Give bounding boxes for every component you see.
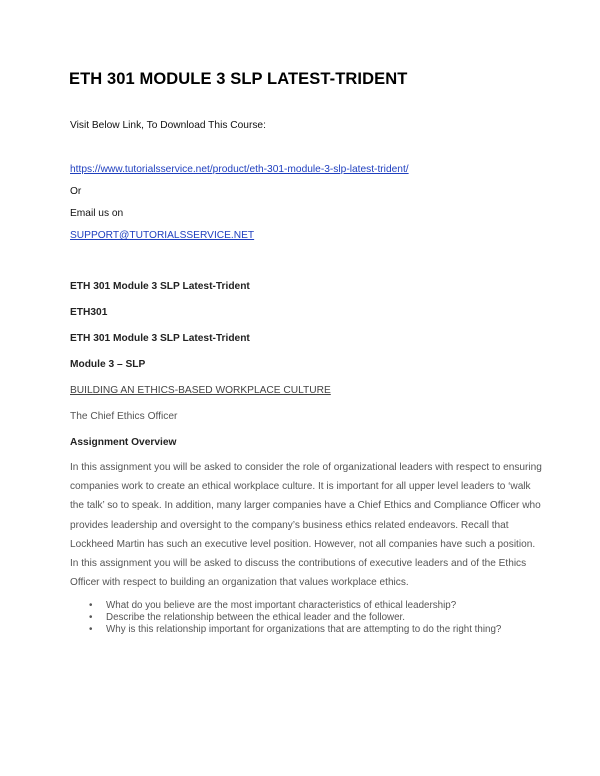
list-item <box>70 600 501 612</box>
overview-line: Officer with respect to building an organization that values workplace ethics. <box>70 577 409 589</box>
heading-course-title-repeat: ETH 301 Module 3 SLP Latest-Trident <box>70 333 250 344</box>
overview-paragraph <box>70 458 540 592</box>
list-item-text: Why is this relationship important for organizations that are attempting to do the right thing? <box>106 624 502 635</box>
overview-heading: Assignment Overview <box>70 437 177 448</box>
document-title: ETH 301 MODULE 3 SLP LATEST-TRIDENT <box>69 70 408 88</box>
list-item-text: Describe the relationship between the ethical leader and the follower. <box>106 612 405 623</box>
bullet-icon: • <box>89 612 93 623</box>
visit-text: Visit Below Link, To Download This Course: <box>70 120 266 131</box>
list-item <box>70 612 501 624</box>
overview-line: In this assignment you will be asked to consider the role of organizational leaders with respect to ensuring <box>70 462 542 473</box>
bullet-icon: • <box>89 624 93 635</box>
email-text: Email us on <box>70 208 124 219</box>
overview-line: In this assignment you will be asked to discuss the contributions of executive leaders and of the Ethics <box>70 558 527 570</box>
question-list <box>70 600 501 636</box>
list-item-text: What do you believe are the most important characteristics of ethical leadership? <box>106 600 457 611</box>
section-link[interactable]: BUILDING AN ETHICS-BASED WORKPLACE CULTURE <box>70 385 331 396</box>
overview-line: Lockheed Martin has such an executive level position. However, not all companies have such a position. <box>70 538 536 550</box>
heading-course-title: ETH 301 Module 3 SLP Latest-Trident <box>70 281 250 292</box>
overview-line: provides leadership and oversight to the company’s business ethics related endeavors. Recall that <box>70 519 509 531</box>
heading-course-code: ETH301 <box>70 307 108 318</box>
subtitle: The Chief Ethics Officer <box>70 411 178 422</box>
list-item <box>70 624 501 636</box>
support-email-link[interactable]: SUPPORT@TUTORIALSSERVICE.NET <box>70 230 255 241</box>
bullet-icon: • <box>89 600 93 611</box>
course-link[interactable]: https://www.tutorialsservice.net/product/eth-301-module-3-slp-latest-trident/ <box>70 164 409 175</box>
overview-line: companies work to create an ethical workplace culture. It is important for all upper level leaders to ‘walk <box>70 481 531 493</box>
module-label: Module 3 – SLP <box>70 359 146 370</box>
overview-line: the talk’ so to speak. In addition, many larger companies have a Chief Ethics and Compliance Officer who <box>70 500 541 512</box>
or-text: Or <box>70 186 82 197</box>
